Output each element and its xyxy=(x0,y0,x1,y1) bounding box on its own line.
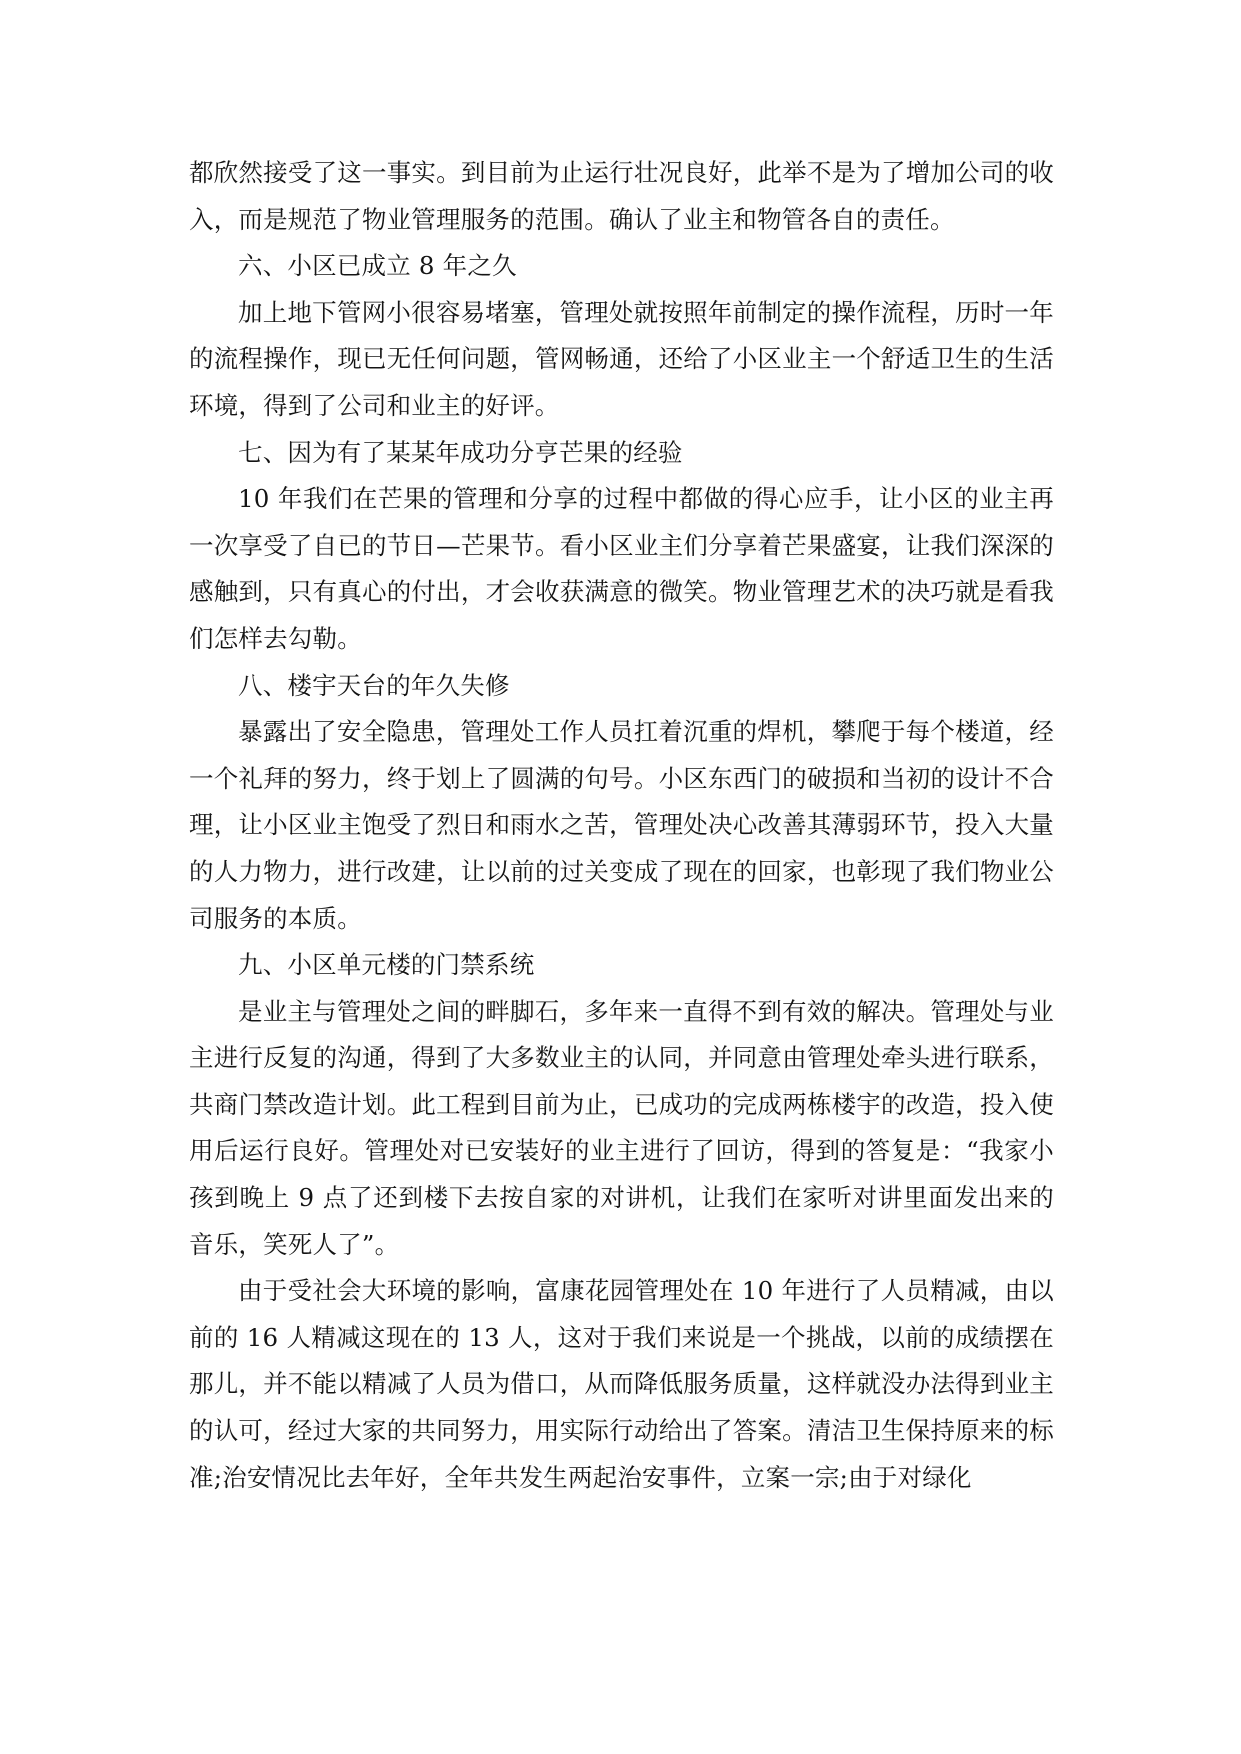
paragraph: 10 年我们在芒果的管理和分享的过程中都做的得心应手，让小区的业主再一次享受了自已的节日—芒果节。看小区业主们分享着芒果盛宴，让我们深深的感触到，只有真心的付出，才会收获满意的微笑。物业管理艺术的决巧就是看我们怎样去勾勒。 xyxy=(189,484,1054,653)
paragraph: 暴露出了安全隐患，管理处工作人员扛着沉重的焊机，攀爬于每个楼道，经一个礼拜的努力，终于划上了圆满的句号。小区东西门的破损和当初的设计不合理，让小区业主饱受了烈日和雨水之苦，管理处决心改善其薄弱环节，投入大量的人力物力，进行改建，让以前的过关变成了现在的回家，也彰现了我们物业公司服务的本质。 xyxy=(189,717,1054,933)
paragraph: 由于受社会大环境的影响，富康花园管理处在 10 年进行了人员精减，由以前的 16 人精减这现在的 13 人，这对于我们来说是一个挑战，以前的成绩摆在那儿，并不能以精减了人员为借口，从而降低服务质量，这样就没办法得到业主的认可，经过大家的共同努力，用实际行动给出了答案。清洁卫生保持原来的标准;治安情况比去年好，全年共发生两起治安事件，立案一宗;由于对绿化 xyxy=(189,1276,1054,1492)
document-body xyxy=(189,150,1054,1501)
paragraph: 加上地下管网小很容易堵塞，管理处就按照年前制定的操作流程，历时一年的流程操作，现已无任何问题，管网畅通，还给了小区业主一个舒适卫生的生活环境，得到了公司和业主的好评。 xyxy=(189,297,1054,420)
paragraph: 是业主与管理处之间的畔脚石，多年来一直得不到有效的解决。管理处与业主进行反复的沟通，得到了大多数业主的认同，并同意由管理处牵头进行联系，共商门禁改造计划。此工程到目前为止，已成功的完成两栋楼宇的改造，投入使用后运行良好。管理处对已安装好的业主进行了回访，得到的答复是：“我家小孩到晚上 9 点了还到楼下去按自家的对讲机，让我们在家听对讲里面发出来的音乐，笑死人了”。 xyxy=(189,996,1054,1259)
section-heading-9: 九、小区单元楼的门禁系统 xyxy=(238,950,535,980)
paragraph-continued: 都欣然接受了这一事实。到目前为止运行壮况良好，此举不是为了增加公司的收入，而是规范了物业管理服务的范围。确认了业主和物管各自的责任。 xyxy=(189,158,1054,234)
section-heading-8: 八、楼宇天台的年久失修 xyxy=(238,670,510,700)
section-heading-7: 七、因为有了某某年成功分亨芒果的经验 xyxy=(238,437,683,467)
section-heading-6: 六、小区已成立 8 年之久 xyxy=(238,251,517,281)
